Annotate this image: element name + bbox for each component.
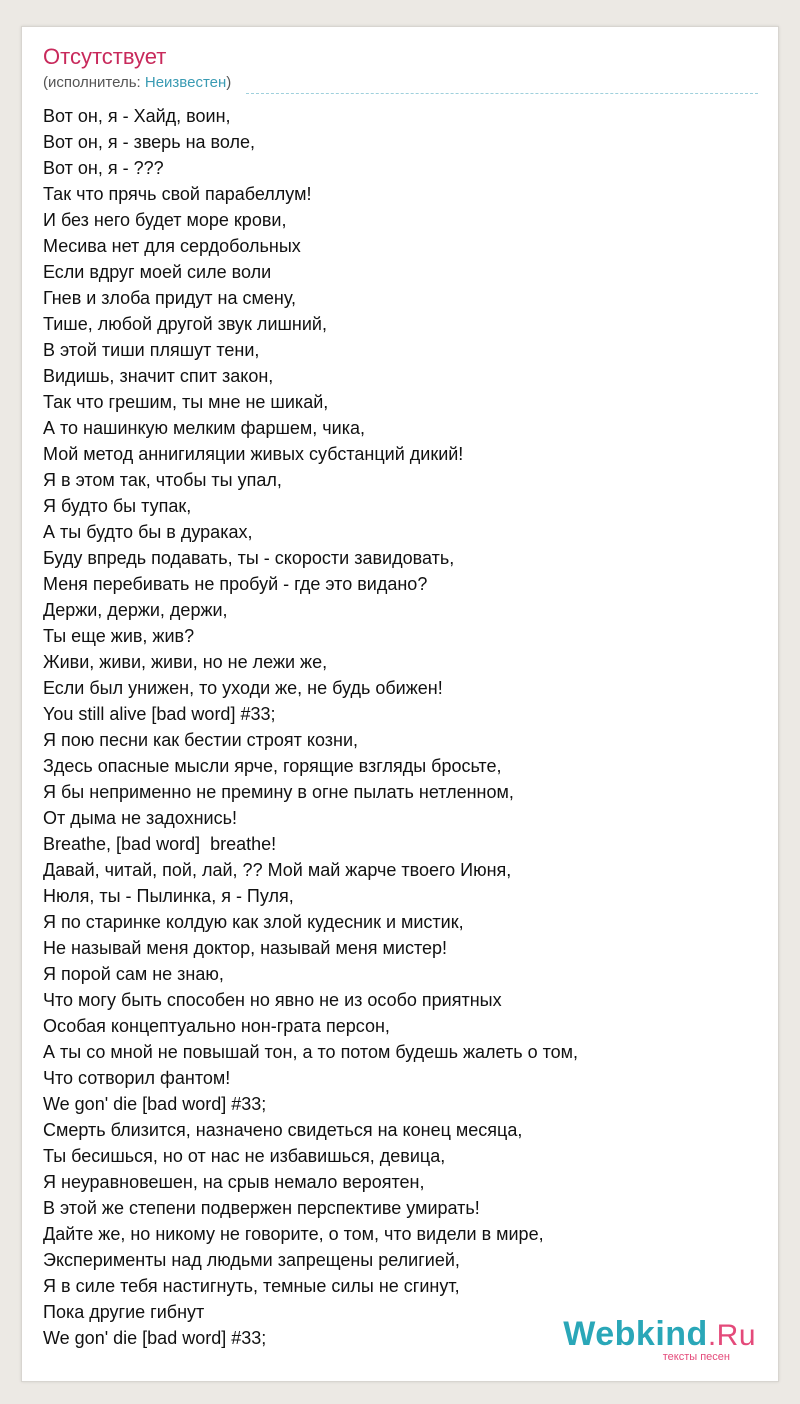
lyric-line: Живи, живи, живи, но не лежи же, (43, 652, 328, 672)
lyric-line: Мой метод аннигиляции живых субстанций дикий! (43, 444, 464, 464)
lyric-line: А ты со мной не повышай тон, а то потом будешь жалеть о том, (43, 1042, 579, 1062)
dashed-divider (246, 93, 758, 94)
lyric-line: Здесь опасные мысли ярче, горящие взгляды бросьте, (43, 756, 502, 776)
lyric-line: Что сотворил фантом! (43, 1068, 231, 1088)
lyric-line: Что могу быть способен но явно не из особо приятных (43, 990, 502, 1010)
lyric-line: Меня перебивать не пробуй - где это видано? (43, 574, 428, 594)
artist-prefix: (исполнитель: (43, 74, 145, 91)
lyric-line: We gon' die [bad word] #33; (43, 1094, 267, 1114)
lyric-line: Не называй меня доктор, называй меня мистер! (43, 938, 448, 958)
lyric-line: Видишь, значит спит закон, (43, 366, 274, 386)
lyric-line: Если вдруг моей силе воли (43, 262, 272, 282)
lyric-line: Месива нет для сердобольных (43, 236, 301, 256)
lyric-line: Нюля, ты - Пылинка, я - Пуля, (43, 886, 294, 906)
lyric-line: Если был унижен, то уходи же, не будь обижен! (43, 678, 443, 698)
song-title[interactable]: Отсутствует (43, 44, 167, 69)
lyric-line: Вот он, я - ??? (43, 158, 164, 178)
lyric-line: Я по старинке колдую как злой кудесник и мистик, (43, 912, 464, 932)
logo-tagline: тексты песен (662, 1351, 730, 1363)
lyric-line: Особая концептуально нон-грата персон, (43, 1016, 390, 1036)
logo-tld: .Ru (707, 1319, 756, 1352)
lyric-line: We gon' die [bad word] #33; (43, 1328, 267, 1348)
lyric-line: Вот он, я - Хайд, воин, (43, 106, 231, 126)
site-logo[interactable] (563, 1317, 756, 1363)
lyric-line: Я бы неприменно не премину в огне пылать нетленном, (43, 782, 514, 802)
logo-wordmark (563, 1317, 756, 1353)
lyric-line: Я порой сам не знаю, (43, 964, 224, 984)
lyric-line: Дайте же, но никому не говорите, о том, что видели в мире, (43, 1224, 544, 1244)
lyric-line: От дыма не задохнись! (43, 808, 237, 828)
lyric-line: А ты будто бы в дураках, (43, 522, 253, 542)
lyric-line: Ты еще жив, жив? (43, 626, 195, 646)
lyric-line: Эксперименты над людьми запрещены религией, (43, 1250, 460, 1270)
logo-name: Webkind (563, 1315, 708, 1353)
lyrics-card (21, 26, 779, 1382)
lyric-line: Пока другие гибнут (43, 1302, 205, 1322)
lyric-line: Держи, держи, держи, (43, 600, 228, 620)
lyric-line: Breathe, [bad word] breathe! (43, 834, 277, 854)
lyric-line: Тише, любой другой звук лишний, (43, 314, 327, 334)
lyric-line: Смерть близится, назначено свидеться на конец месяца, (43, 1120, 523, 1140)
lyric-line: You still alive [bad word] #33; (43, 704, 276, 724)
lyric-line: Гнев и злоба придут на смену, (43, 288, 297, 308)
lyric-line: В этой же степени подвержен перспективе умирать! (43, 1198, 480, 1218)
lyric-line: Я будто бы тупак, (43, 496, 192, 516)
lyric-line: Ты бесишься, но от нас не избавишься, девица, (43, 1146, 446, 1166)
lyric-line: В этой тиши пляшут тени, (43, 340, 260, 360)
lyric-line: И без него будет море крови, (43, 210, 287, 230)
lyrics-text (43, 103, 578, 1351)
lyric-line: Я в этом так, чтобы ты упал, (43, 470, 282, 490)
artist-suffix: ) (226, 74, 232, 91)
lyric-line: Я неуравновешен, на срыв немало вероятен, (43, 1172, 425, 1192)
lyric-line: Я пою песни как бестии строят козни, (43, 730, 359, 750)
lyric-line: Вот он, я - зверь на воле, (43, 132, 256, 152)
lyric-line: Я в силе тебя настигнуть, темные силы не сгинут, (43, 1276, 460, 1296)
lyric-line: Давай, читай, пой, лай, ?? Мой май жарче твоего Июня, (43, 860, 512, 880)
lyric-line: Буду впредь подавать, ты - скорости завидовать, (43, 548, 455, 568)
artist-line (43, 73, 231, 93)
lyric-line: А то нашинкую мелким фаршем, чика, (43, 418, 365, 438)
artist-link[interactable]: Неизвестен (144, 74, 227, 91)
lyric-line: Так что прячь свой парабеллум! (43, 184, 312, 204)
lyric-line: Так что грешим, ты мне не шикай, (43, 392, 329, 412)
